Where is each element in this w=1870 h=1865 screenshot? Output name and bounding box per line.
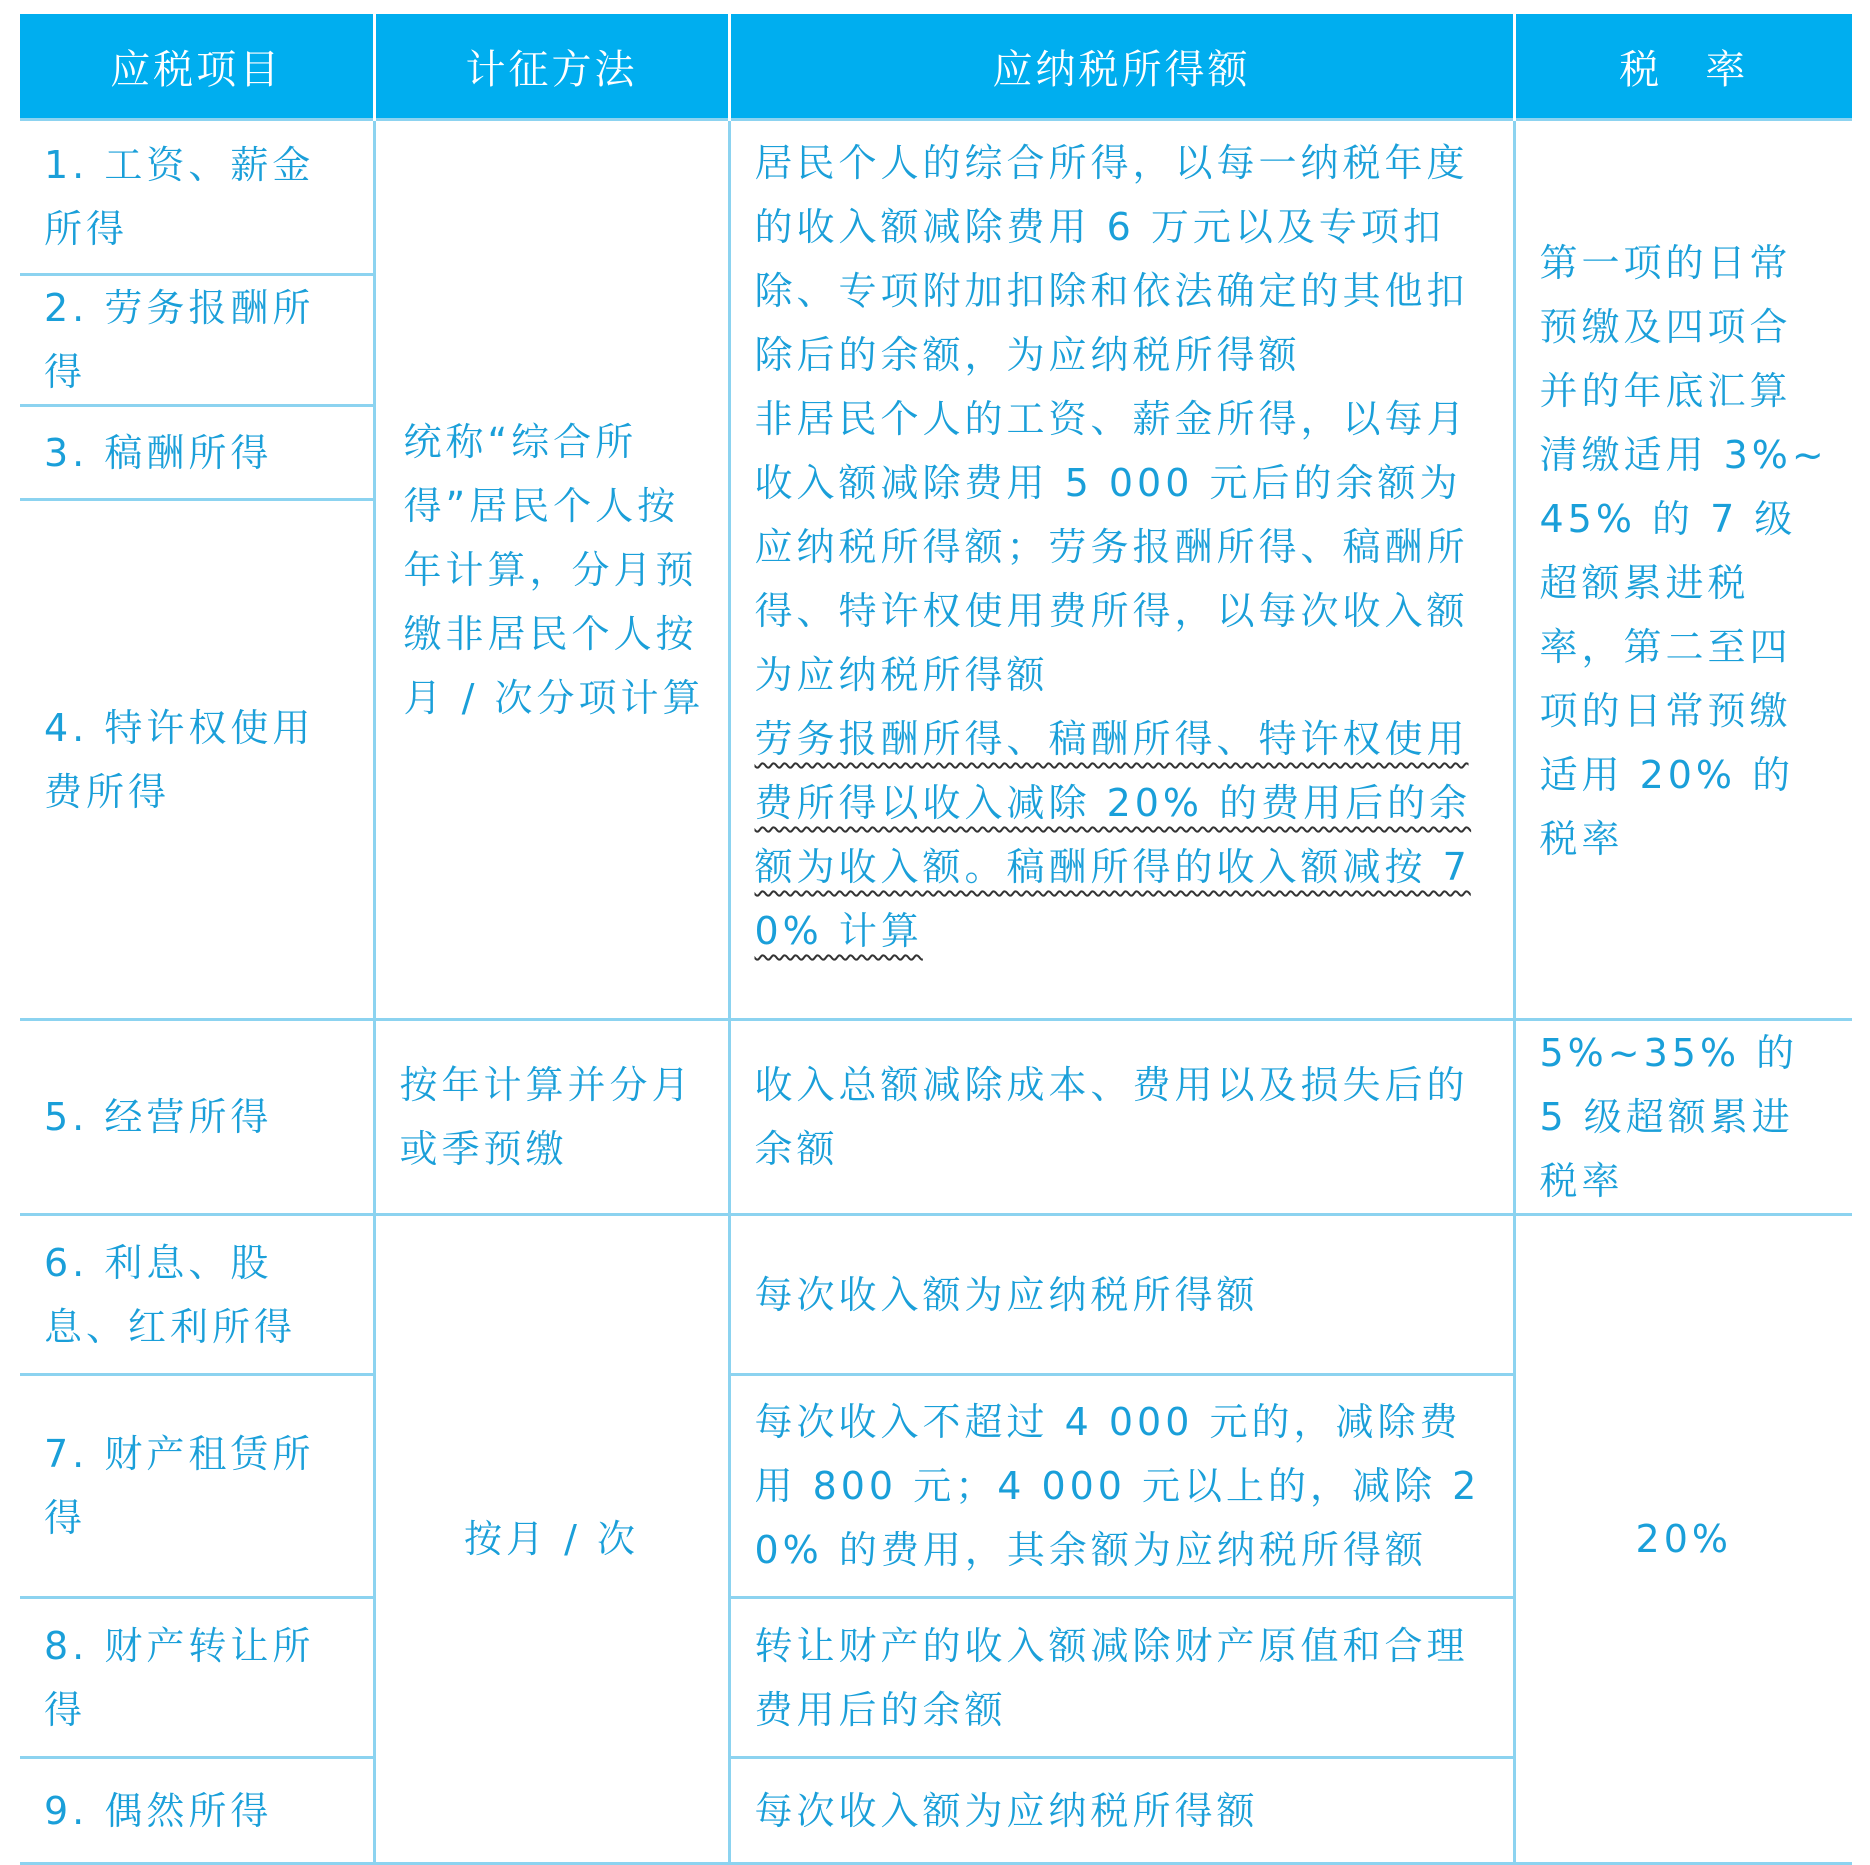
header-taxable-item: 应税项目 [20, 14, 374, 120]
header-taxable-income: 应纳税所得额 [729, 14, 1514, 120]
method-business-income: 按年计算并分月或季预缴 [374, 1020, 729, 1215]
table-header-row [20, 14, 1852, 120]
base-business-income: 收入总额减除成本、费用以及损失后的余额 [729, 1020, 1514, 1215]
base-nonresident-text: 非居民个人的工资、薪金所得，以每月收入额减除费用 5 000 元后的余额为应纳税所得额；劳务报酬所得、稿酬所得、特许权使用费所得，以每次收入额为应纳税所得额 [754, 397, 1469, 697]
item-wages-salary: 1. 工资、薪金所得 [20, 120, 374, 275]
table-row [20, 120, 1852, 275]
rate-business-income: 5%~35% 的 5 级超额累进税率 [1514, 1020, 1852, 1215]
item-royalties: 4. 特许权使用费所得 [20, 500, 374, 1020]
header-levy-method: 计征方法 [374, 14, 729, 120]
method-passive-income: 按月 / 次 [374, 1215, 729, 1864]
item-interest-dividends: 6. 利息、股息、红利所得 [20, 1215, 374, 1375]
base-resident-text: 居民个人的综合所得，以每一纳税年度的收入额减除费用 6 万元以及专项扣除、专项附加扣除和依法确定的其他扣除后的余额，为应纳税所得额 [754, 141, 1469, 377]
rate-passive-income: 20% [1514, 1215, 1852, 1864]
method-comprehensive-income: 统称“综合所得”居民个人按年计算，分月预缴非居民个人按月 / 次分项计算 [374, 120, 729, 1020]
base-property-lease: 每次收入不超过 4 000 元的，减除费用 800 元；4 000 元以上的，减除 20% 的费用，其余额为应纳税所得额 [729, 1375, 1514, 1598]
base-interest-dividends: 每次收入额为应纳税所得额 [729, 1215, 1514, 1375]
item-business-income: 5. 经营所得 [20, 1020, 374, 1215]
taxable-income-comprehensive [729, 120, 1514, 1020]
base-note-text: 劳务报酬所得、稿酬所得、特许权使用费所得以收入减除 20% 的费用后的余额为收入额。稿酬所得的收入额减按 70% 计算 [754, 717, 1472, 953]
table-row [20, 1215, 1852, 1375]
item-property-lease: 7. 财产租赁所得 [20, 1375, 374, 1598]
item-incidental-income: 9. 偶然所得 [20, 1758, 374, 1864]
rate-comprehensive: 第一项的日常预缴及四项合并的年底汇算清缴适用 3%~45% 的 7 级超额累进税率，第二至四项的日常预缴适用 20% 的税率 [1514, 120, 1852, 1020]
base-incidental-income: 每次收入额为应纳税所得额 [729, 1758, 1514, 1864]
tax-items-table [20, 14, 1852, 1865]
base-property-transfer: 转让财产的收入额减除财产原值和合理费用后的余额 [729, 1598, 1514, 1758]
header-tax-rate: 税 率 [1514, 14, 1852, 120]
table-row [20, 1020, 1852, 1215]
item-labor-remuneration: 2. 劳务报酬所得 [20, 275, 374, 406]
item-author-remuneration: 3. 稿酬所得 [20, 406, 374, 500]
item-property-transfer: 8. 财产转让所得 [20, 1598, 374, 1758]
